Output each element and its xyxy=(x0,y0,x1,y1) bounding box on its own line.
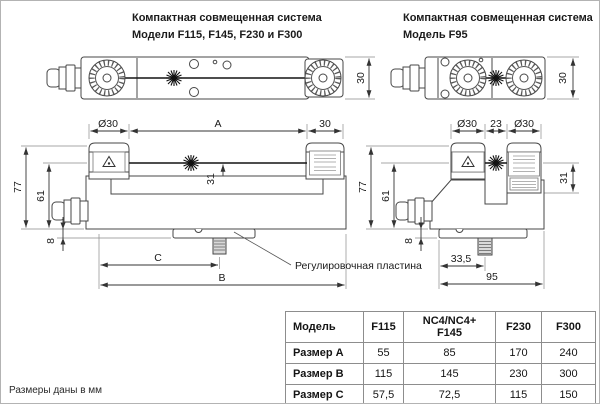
table-cell: 150 xyxy=(542,385,596,404)
dim-height-label: 77 xyxy=(12,181,24,193)
dim-beam-offset-label: 31 xyxy=(205,173,217,185)
table-cell: 115 xyxy=(364,364,404,385)
table-header-cell: F300 xyxy=(542,312,596,343)
table-cell: 145 xyxy=(404,364,496,385)
table-header-cell: NC4/NC4+ F145 xyxy=(404,312,496,343)
table-row xyxy=(286,364,596,385)
plate-callout-label: Регулировочная пластина xyxy=(295,260,422,272)
dim-plate-label: 8 xyxy=(45,238,57,244)
table-cell: 115 xyxy=(496,385,542,404)
title-line: Модель F95 xyxy=(403,29,468,41)
laser-star-icon xyxy=(183,155,199,171)
table-header-cell: F230 xyxy=(496,312,542,343)
title-line: Компактная совмещенная система xyxy=(132,12,322,24)
table-cell: 72,5 xyxy=(404,385,496,404)
dim-beam-height-label: 61 xyxy=(35,190,47,202)
table-header-row xyxy=(286,312,596,343)
rotary-dial-icon xyxy=(450,60,486,96)
title-line: Компактная совмещенная система xyxy=(403,12,593,24)
table-row xyxy=(286,343,596,364)
dim-depth-label: 30 xyxy=(557,72,569,84)
table-cell: 57,5 xyxy=(364,385,404,404)
dim-depth-label: 30 xyxy=(355,72,367,84)
dim-base-label: 95 xyxy=(486,271,498,283)
combined-top-view xyxy=(47,57,375,99)
laser-star-icon xyxy=(488,70,504,86)
laser-star-icon xyxy=(488,155,504,171)
dim-dia-left-label: Ø30 xyxy=(457,118,477,130)
table-cell: 300 xyxy=(542,364,596,385)
table-cell: 170 xyxy=(496,343,542,364)
table-cell: Размер C xyxy=(286,385,364,404)
dim-right-label: 30 xyxy=(319,118,331,130)
laser-warning-icon xyxy=(452,152,484,172)
rotary-dial-icon xyxy=(506,60,542,96)
dim-beam-offset-label: 31 xyxy=(558,172,570,184)
cable-gland xyxy=(391,65,427,91)
dim-gap-label: 23 xyxy=(490,118,502,130)
table-cell: 85 xyxy=(404,343,496,364)
cable-gland xyxy=(47,65,83,91)
dimensions-table xyxy=(285,311,596,404)
dim-dia-left-label: Ø30 xyxy=(98,118,118,130)
title-line: Модели F115, F145, F230 и F300 xyxy=(132,29,303,41)
table-cell: 240 xyxy=(542,343,596,364)
dim-a-label: A xyxy=(214,118,222,130)
cable-gland xyxy=(52,198,88,224)
units-note: Размеры даны в мм xyxy=(9,385,103,396)
table-cell: Размер A xyxy=(286,343,364,364)
info-label-icon xyxy=(310,151,341,175)
table-row xyxy=(286,385,596,404)
table-cell: 55 xyxy=(364,343,404,364)
table-cell: Размер B xyxy=(286,364,364,385)
f95-top-view xyxy=(391,57,579,99)
dim-c-label: C xyxy=(154,252,162,264)
info-label-icon xyxy=(509,152,540,176)
table-header-cell: Модель xyxy=(286,312,364,343)
dim-height-label: 77 xyxy=(357,181,369,193)
dim-beam-height-label: 61 xyxy=(380,190,392,202)
table-header-cell: F115 xyxy=(364,312,404,343)
laser-warning-icon xyxy=(93,152,125,172)
combined-front-view xyxy=(12,118,422,289)
table-cell: 230 xyxy=(496,364,542,385)
cable-gland xyxy=(396,198,432,224)
dim-b-label: B xyxy=(218,272,226,284)
rotary-dial-icon xyxy=(305,60,341,96)
dim-bolt-offset-label: 33,5 xyxy=(450,253,472,265)
dim-dia-right-label: Ø30 xyxy=(514,118,534,130)
dim-plate-label: 8 xyxy=(403,238,415,244)
rotary-dial-icon xyxy=(89,60,125,96)
laser-star-icon xyxy=(166,70,182,86)
